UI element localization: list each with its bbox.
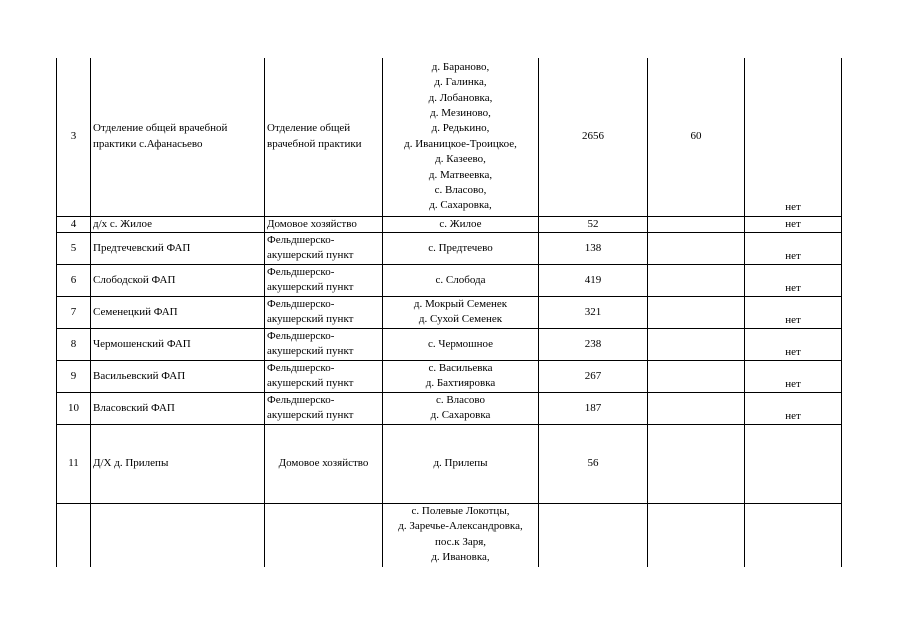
column-b-value: нет	[745, 296, 842, 328]
facility-name: Семенецкий ФАП	[91, 296, 265, 328]
row-number: 7	[57, 296, 91, 328]
villages-cell	[383, 296, 539, 328]
facility-type: Домовое хозяйство	[265, 424, 383, 503]
facility-type: Фельдшерско-акушерский пункт	[265, 328, 383, 360]
village-name: с. Власово	[435, 394, 486, 406]
column-b-value: нет	[745, 58, 842, 216]
villages-cell	[383, 328, 539, 360]
table-row	[57, 296, 842, 328]
column-a-value	[648, 232, 745, 264]
population: 187	[539, 392, 648, 424]
column-b-value	[745, 503, 842, 567]
population: 138	[539, 232, 648, 264]
village-name: д. Редькино,	[431, 122, 490, 135]
village-name: с. Чермошное	[427, 337, 494, 350]
column-a-value	[648, 360, 745, 392]
village-name: д. Бахтияровка	[425, 377, 496, 390]
column-a-value	[648, 216, 745, 232]
facility-name: Д/Х д. Прилепы	[91, 424, 265, 503]
villages-cell	[383, 216, 539, 232]
population: 2656	[539, 58, 648, 216]
table-row	[57, 328, 842, 360]
table-row	[57, 360, 842, 392]
column-b-value: нет	[745, 216, 842, 232]
village-name: с. Жилое	[439, 217, 482, 230]
village-name: с. Васильевка	[428, 362, 493, 374]
column-a-value	[648, 392, 745, 424]
table-row	[57, 264, 842, 296]
villages-cell	[383, 232, 539, 264]
villages-cell	[383, 392, 539, 424]
population: 419	[539, 264, 648, 296]
village-name: д. Ивановка,	[431, 551, 490, 564]
village-name: д. Мокрый Семенек	[413, 298, 508, 310]
population: 56	[539, 424, 648, 503]
village-name: с. Полевые Локотцы,	[411, 504, 510, 517]
column-b-value: нет	[745, 264, 842, 296]
village-name: д. Прилепы	[433, 457, 488, 470]
row-number: 3	[57, 58, 91, 216]
row-number: 6	[57, 264, 91, 296]
facilities-table	[56, 58, 842, 567]
column-a-value	[648, 503, 745, 567]
row-number: 5	[57, 232, 91, 264]
village-name: д. Матвеевка,	[428, 168, 493, 181]
facility-name	[91, 503, 265, 567]
village-name: с. Власово,	[434, 183, 487, 196]
village-name: д. Бараново,	[431, 60, 490, 73]
row-number: 4	[57, 216, 91, 232]
facility-type: Фельдшерско-акушерский пункт	[265, 264, 383, 296]
village-name: д. Заречье-Александровка,	[398, 520, 523, 533]
facility-name: Васильевский ФАП	[91, 360, 265, 392]
column-b-value: нет	[745, 232, 842, 264]
villages-cell	[383, 503, 539, 567]
facility-name: Власовский ФАП	[91, 392, 265, 424]
table-row	[57, 216, 842, 232]
village-name: пос.к Заря,	[434, 535, 487, 548]
table-row	[57, 58, 842, 216]
row-number: 9	[57, 360, 91, 392]
facility-type: Домовое хозяйство	[265, 216, 383, 232]
village-name: д. Сахаровка,	[429, 199, 492, 212]
table-row	[57, 424, 842, 503]
facility-name: Предтечевский ФАП	[91, 232, 265, 264]
village-name: с. Предтечево	[428, 241, 493, 254]
column-b-value: нет	[745, 360, 842, 392]
facility-type: Фельдшерско-акушерский пункт	[265, 392, 383, 424]
facility-type	[265, 503, 383, 567]
row-number: 11	[57, 424, 91, 503]
facility-name: д/х с. Жилое	[91, 216, 265, 232]
village-name: д. Казеево,	[435, 153, 486, 166]
row-number: 8	[57, 328, 91, 360]
column-b-value: нет	[745, 328, 842, 360]
row-number	[57, 503, 91, 567]
population: 267	[539, 360, 648, 392]
villages-cell	[383, 360, 539, 392]
column-a-value: 60	[648, 58, 745, 216]
facility-name: Слободской ФАП	[91, 264, 265, 296]
villages-cell	[383, 424, 539, 503]
column-a-value	[648, 296, 745, 328]
table-row	[57, 392, 842, 424]
population: 238	[539, 328, 648, 360]
population: 321	[539, 296, 648, 328]
villages-cell	[383, 58, 539, 216]
population: 52	[539, 216, 648, 232]
facility-type: Фельдшерско-акушерский пункт	[265, 360, 383, 392]
village-name: д. Сахаровка	[430, 409, 491, 422]
table-row	[57, 232, 842, 264]
village-name: д. Лобановка,	[428, 91, 493, 104]
row-number: 10	[57, 392, 91, 424]
facility-name: Отделение общей врачебной практики с.Афанасьево	[91, 58, 265, 216]
village-name: д. Иваницкое-Троицкое,	[404, 137, 517, 150]
facility-type: Фельдшерско-акушерский пункт	[265, 232, 383, 264]
facility-type: Отделение общей врачебной практики	[265, 58, 383, 216]
column-b-value: нет	[745, 392, 842, 424]
column-a-value	[648, 264, 745, 296]
village-name: д. Сухой Семенек	[418, 313, 503, 326]
column-a-value	[648, 328, 745, 360]
village-name: д. Мезиново,	[430, 106, 491, 119]
village-name: с. Слобода	[435, 273, 486, 286]
facility-type: Фельдшерско-акушерский пункт	[265, 296, 383, 328]
facility-name: Чермошенский ФАП	[91, 328, 265, 360]
column-b-value	[745, 424, 842, 503]
villages-cell	[383, 264, 539, 296]
population	[539, 503, 648, 567]
table-row	[57, 503, 842, 567]
column-a-value	[648, 424, 745, 503]
village-name: д. Галинка,	[434, 76, 487, 89]
